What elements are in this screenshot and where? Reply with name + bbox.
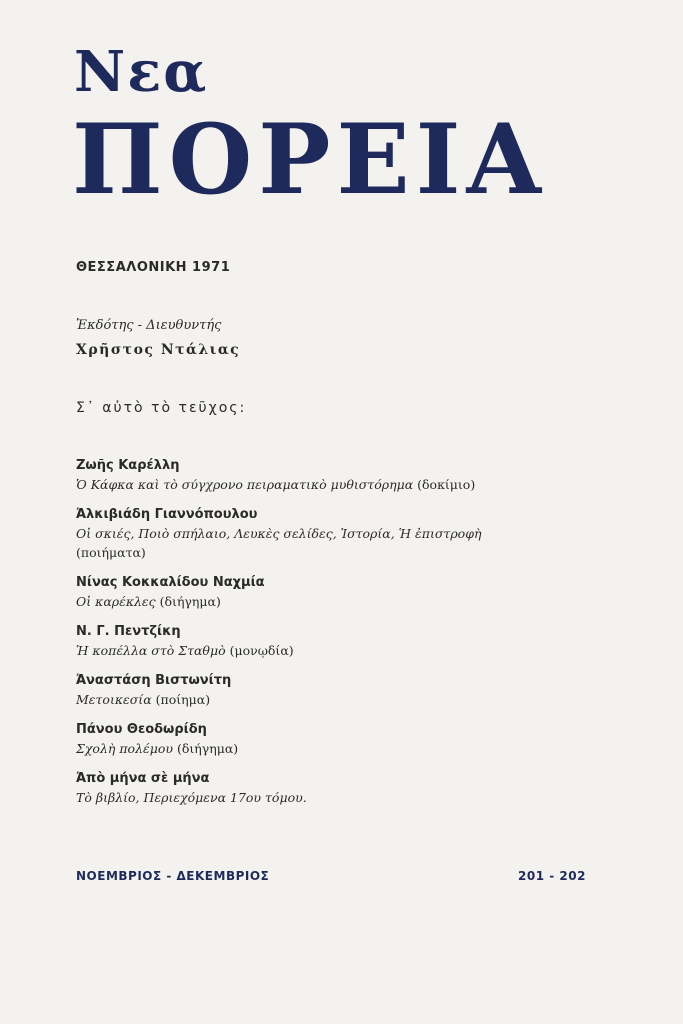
list-item [76,456,636,494]
place-year: ΘΕΣΣΑΛΟΝΙΚΗ 1971 [76,260,231,275]
entry-author: Ἀπὸ μήνα σὲ μήνα [76,771,210,786]
list-item [76,505,636,562]
entry-title: Τὸ βιβλίο, Περιεχόμενα 17ου τόμου. [76,790,307,805]
entry-genre: (ποίημα) [155,692,211,707]
entry-title: Οἱ σκιές, Ποιὸ σπήλαιο, Λευκὲς σελίδες, Ἱστορία, Ἡ ἐπιστροφὴ [76,526,482,541]
list-item [76,573,636,611]
entry-genre: (ποιήματα) [76,545,146,560]
publisher-name: Χρῆστος Ντάλιας [76,342,241,358]
entry-title: Ἡ κοπέλλα στὸ Σταθμὸ [76,643,226,658]
entry-title: Ὁ Κάφκα καὶ τὸ σύγχρονο πειραματικὸ μυθιστόρημα [76,477,414,492]
list-item [76,622,636,660]
entry-genre: (διήγημα) [176,741,239,756]
entry-author: Πάνου Θεοδωρίδη [76,722,207,737]
contents-list [76,456,636,818]
entry-genre: (μονῳδία) [229,643,294,658]
entry-title: Σχολὴ πολέμου [76,741,173,756]
entry-author: Νίνας Κοκκαλίδου Ναχμία [76,575,265,590]
entry-author: Ν. Γ. Πεντζίκη [76,624,181,639]
entry-author: Ζωῆς Καρέλλη [76,458,180,473]
entry-author: Ἀναστάση Βιστωνίτη [76,673,232,688]
masthead-line1: Νεα [74,39,209,105]
publisher-label: Ἐκδότης - Διευθυντής [76,318,222,333]
list-item [76,720,636,758]
contents-intro: Σ᾽ αὐτὸ τὸ τεῦχος: [76,400,247,416]
entry-genre: (διήγημα) [159,594,221,609]
list-item [76,671,636,709]
entry-author: Ἀλκιβιάδη Γιαννόπουλου [76,507,258,522]
entry-title: Μετοικεσία [76,692,152,707]
masthead-title: ΠΟΡΕΙΑ [72,103,548,216]
issue-months: ΝΟΕΜΒΡΙΟΣ - ΔΕΚΕΜΒΡΙΟΣ [76,869,270,883]
entry-title: Οἱ καρέκλες [76,594,156,609]
list-item [76,769,636,807]
entry-genre: (δοκίμιο) [417,477,476,492]
issue-number: 201 - 202 [518,869,586,883]
